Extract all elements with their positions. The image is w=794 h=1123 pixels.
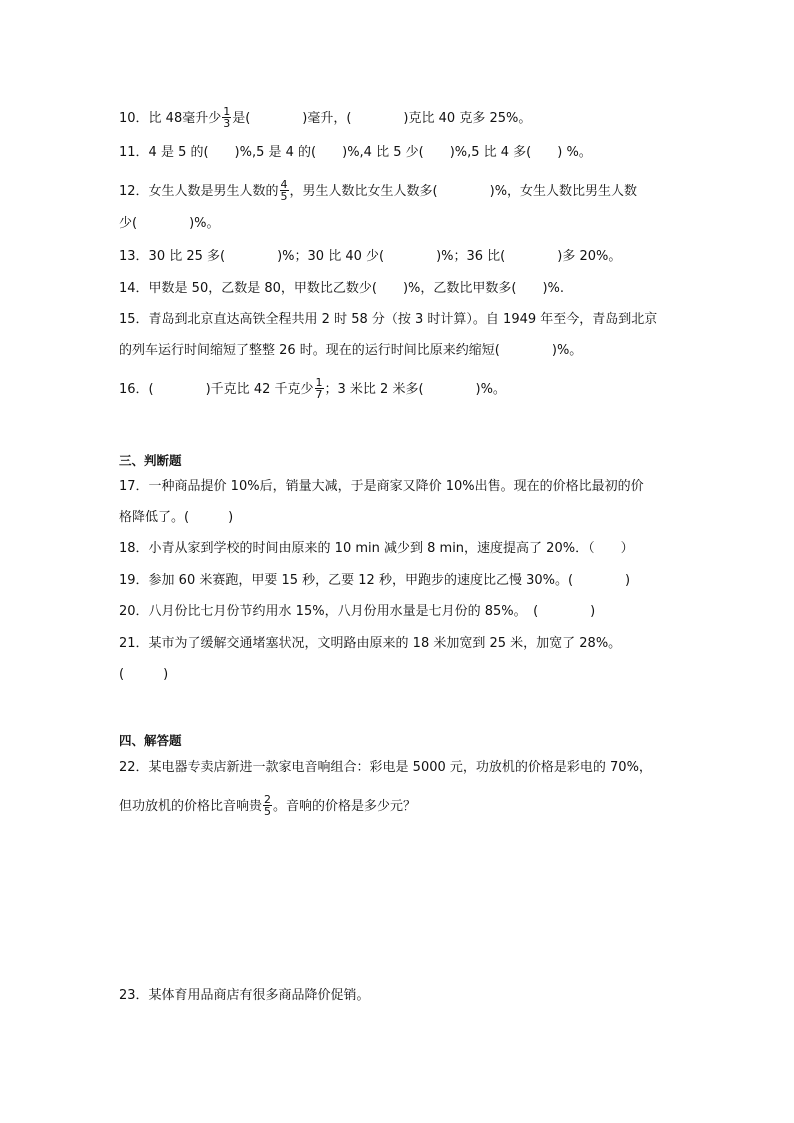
fraction-one-seventh: $\frac{1}{7}$	[315, 376, 323, 401]
question-22: 22．某电器专卖店新进一款家电音响组合：彩电是 5000 元，功放机的价格是彩电的 70%，	[119, 760, 652, 775]
fraction-one-third: $\frac{1}{3}$	[223, 105, 231, 130]
question-19: 19．参加 60 米赛跑，甲要 15 秒，乙要 12 秒，甲跑步的速度比乙慢 30%。( )	[119, 573, 631, 588]
question-22-text-b: 但功放机的价格比音响贵	[119, 799, 263, 814]
question-22-continued	[119, 795, 416, 818]
question-21: 21．某市为了缓解交通堵塞状况，文明路由原来的 18 米加宽到 25 米，加宽了 28%。	[119, 636, 622, 651]
section-4-title: 四、解答题	[119, 733, 182, 748]
question-13: 13．30 比 25 多( )%；30 比 40 少( )%；36 比( )多 20%。	[119, 249, 622, 264]
question-10-text-b: 是( )毫升，( )克比 40 克多 25%。	[232, 111, 532, 126]
question-16-text-b: ；3 米比 2 米多( )%。	[324, 382, 506, 397]
fraction-two-fifths: $\frac{2}{5}$	[264, 793, 272, 818]
question-12-text-a: 12．女生人数是男生人数的	[119, 184, 279, 199]
question-11: 11．4 是 5 的( )%,5 是 4 的( )%,4 比 5 少( )%,5 比 4 多( ) %。	[119, 145, 592, 160]
question-15-continued: 的列车运行时间缩短了整整 26 时。现在的运行时间比原来约缩短( )%。	[119, 343, 583, 358]
question-17-continued: 格降低了。( )	[119, 510, 234, 525]
question-12-text-b: ，男生人数比女生人数多( )%，女生人数比男生人数	[289, 184, 638, 199]
question-16-text-a: 16．( )千克比 42 千克少	[119, 382, 314, 397]
question-22-text-c: 。音响的价格是多少元？	[273, 799, 417, 814]
question-10	[119, 107, 531, 130]
question-12-continued: 少( )%。	[119, 216, 220, 231]
question-14: 14．甲数是 50，乙数是 80，甲数比乙数少( )%，乙数比甲数多( )%.	[119, 281, 565, 296]
question-23: 23．某体育用品商店有很多商品降价促销。	[119, 988, 370, 1003]
fraction-four-fifths: $\frac{4}{5}$	[280, 178, 288, 203]
question-21-continued: ( )	[119, 667, 169, 682]
question-12	[119, 180, 637, 203]
question-15: 15．青岛到北京直达高铁全程共用 2 时 58 分（按 3 时计算）。自 1949 年至今，青岛到北京	[119, 312, 658, 327]
question-20: 20．八月份比七月份节约用水 15%，八月份用水量是七月份的 85%。 ( )	[119, 604, 596, 619]
question-17: 17．一种商品提价 10%后，销量大减，于是商家又降价 10%出售。现在的价格比最初的价	[119, 479, 644, 494]
question-18: 18．小青从家到学校的时间由原来的 10 min 减少到 8 min，速度提高了 20%．（ ）	[119, 541, 634, 556]
question-10-text-a: 10．比 48毫升少	[119, 111, 222, 126]
section-3-title: 三、判断题	[119, 453, 182, 468]
question-16	[119, 378, 506, 401]
